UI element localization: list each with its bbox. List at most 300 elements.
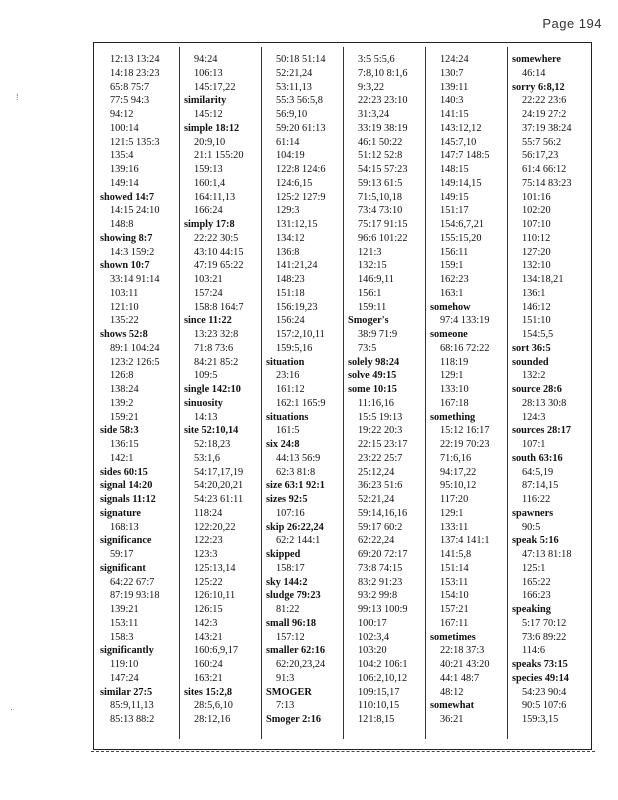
index-entry: 69:20 72:17 bbox=[358, 549, 408, 560]
index-headword: situation bbox=[266, 356, 305, 368]
index-entry: 22:15 23:17 bbox=[358, 439, 408, 450]
index-entry: 47:19 65:22 bbox=[194, 260, 244, 272]
index-entry: 52:18,23 bbox=[194, 439, 231, 450]
index-entry: 73:5 bbox=[358, 342, 377, 354]
index-entry: 136:8 bbox=[276, 246, 300, 258]
index-entry: 100:17 bbox=[358, 617, 387, 629]
index-entry: 91:3 bbox=[276, 672, 295, 684]
index-entry: 59:20 61:13 bbox=[276, 122, 326, 134]
index-entry: 5:17 70:12 bbox=[522, 617, 567, 629]
index-entry: 161:12 bbox=[276, 384, 305, 395]
index-headword: skip 26:22,24 bbox=[266, 521, 324, 533]
index-entry: 146:9,11 bbox=[358, 274, 394, 285]
index-entry: 81:22 bbox=[276, 604, 300, 615]
index-entry: 40:21 43:20 bbox=[440, 659, 490, 670]
index-entry: 64:5,19 bbox=[522, 466, 554, 478]
index-entry: 142:3 bbox=[194, 617, 218, 629]
index-headword: solve 49:15 bbox=[348, 370, 397, 382]
index-entry: 145:12 bbox=[194, 109, 223, 120]
index-entry: 59:13 61:5 bbox=[358, 177, 403, 189]
index-headword: skipped bbox=[266, 549, 301, 560]
index-entry: 15:12 16:17 bbox=[440, 425, 490, 437]
index-headword: significance bbox=[100, 535, 152, 547]
index-entry: 154:6,7,21 bbox=[440, 219, 485, 230]
index-entry: 94:12 bbox=[110, 109, 134, 120]
index-entry: 116:22 bbox=[522, 494, 551, 505]
index-entry: 135:4 bbox=[110, 150, 134, 162]
index-entry: 130:7 bbox=[440, 67, 464, 79]
index-entry: 148:23 bbox=[276, 274, 305, 285]
index-entry: 85:9,11,13 bbox=[110, 700, 154, 712]
index-headword: showed 14:7 bbox=[100, 191, 155, 203]
index-entry: 106:13 bbox=[194, 67, 223, 79]
index-entry: 147:24 bbox=[110, 672, 139, 684]
index-entry: 55:3 56:5,8 bbox=[276, 95, 323, 107]
index-entry: 22:18 37:3 bbox=[440, 645, 485, 657]
index-headword: somehow bbox=[430, 301, 471, 313]
index-entry: 149:14 bbox=[110, 177, 139, 189]
index-headword: showing 8:7 bbox=[100, 232, 153, 244]
index-entry: 139:16 bbox=[110, 164, 139, 175]
index-entry: 61:4 66:12 bbox=[522, 164, 567, 175]
index-headword: smaller 62:16 bbox=[266, 645, 326, 657]
index-entry: 7:13 bbox=[276, 700, 295, 712]
index-headword: single 142:10 bbox=[184, 384, 241, 395]
margin-mark: · bbox=[10, 704, 13, 714]
index-entry: 156:1 bbox=[358, 287, 382, 299]
index-headword: sinuosity bbox=[184, 397, 223, 409]
index-entry: 33:14 91:14 bbox=[110, 274, 160, 285]
index-entry: 141:5,8 bbox=[440, 549, 472, 560]
index-entry: 87:14,15 bbox=[522, 480, 559, 492]
index-entry: 62:3 81:8 bbox=[276, 466, 316, 478]
index-entry: 125:13,14 bbox=[194, 562, 236, 574]
index-headword: size 63:1 92:1 bbox=[266, 480, 325, 492]
index-entry: 94:24 bbox=[194, 54, 218, 65]
index-headword: signals 11:12 bbox=[100, 494, 156, 505]
index-headword: sorry 6:8,12 bbox=[512, 81, 565, 93]
index-entry: 77:5 94:3 bbox=[110, 95, 150, 107]
index-entry: 103:20 bbox=[358, 645, 387, 657]
index-entry: 146:12 bbox=[522, 301, 551, 313]
index-entry: 159:11 bbox=[358, 301, 387, 313]
index-entry: 68:16 72:22 bbox=[440, 342, 490, 354]
index-entry: 54:20,20,21 bbox=[194, 480, 244, 492]
index-entry: 104:2 106:1 bbox=[358, 659, 408, 670]
index-entry: 126:8 bbox=[110, 370, 134, 382]
index-entry: 151:10 bbox=[522, 315, 551, 327]
index-entry: 93:2 99:8 bbox=[358, 590, 398, 602]
index-headword: Smoger's bbox=[348, 315, 389, 327]
index-entry: 90:5 107:6 bbox=[522, 700, 567, 712]
index-entry: 167:18 bbox=[440, 397, 469, 409]
index-entry: 167:11 bbox=[440, 617, 469, 629]
index-entry: 140:3 bbox=[440, 95, 464, 107]
index-entry: 148:8 bbox=[110, 219, 134, 230]
index-headword: somewhat bbox=[430, 700, 475, 712]
index-entry: 73:6 89:22 bbox=[522, 631, 567, 643]
index-column-3 bbox=[262, 53, 325, 727]
index-entry: 100:14 bbox=[110, 122, 139, 134]
index-entry: 136:1 bbox=[522, 287, 546, 299]
index-headword: sometimes bbox=[430, 631, 476, 643]
index-entry: 14:18 23:23 bbox=[110, 67, 160, 79]
index-entry: 151:18 bbox=[276, 287, 305, 299]
index-entry: 148:15 bbox=[440, 164, 469, 175]
index-entry: 96:6 101:22 bbox=[358, 232, 408, 244]
index-entry: 134:12 bbox=[276, 232, 305, 244]
index-headword: simple 18:12 bbox=[184, 122, 240, 134]
index-entry: 166:23 bbox=[522, 590, 551, 602]
index-entry: 157:21 bbox=[440, 604, 469, 615]
index-entry: 159:5,16 bbox=[276, 342, 313, 354]
index-entry: 110:10,15 bbox=[358, 700, 400, 712]
index-entry: 90:5 bbox=[522, 521, 541, 533]
index-entry: 129:1 bbox=[440, 507, 464, 519]
index-entry: 107:16 bbox=[276, 507, 305, 519]
index-entry: 133:10 bbox=[440, 384, 469, 395]
index-entry: 126:10,11 bbox=[194, 590, 236, 602]
index-headword: solely 98:24 bbox=[348, 356, 400, 368]
index-entry: 125:22 bbox=[194, 576, 223, 588]
index-headword: speak 5:16 bbox=[512, 535, 559, 547]
index-entry: 141:21,24 bbox=[276, 260, 318, 272]
index-entry: 107:10 bbox=[522, 219, 551, 230]
index-entry: 54:17,17,19 bbox=[194, 466, 244, 478]
index-entry: 132:10 bbox=[522, 260, 551, 272]
index-headword: situations bbox=[266, 411, 309, 423]
index-entry: 89:1 104:24 bbox=[110, 342, 160, 354]
index-column-5 bbox=[426, 53, 489, 727]
index-headword: somewhere bbox=[512, 54, 561, 65]
index-entry: 71:8 73:6 bbox=[194, 342, 234, 354]
index-entry: 163:1 bbox=[440, 287, 464, 299]
index-entry: 11:16,16 bbox=[358, 397, 394, 409]
index-page-frame bbox=[93, 42, 592, 750]
index-entry: 87:19 93:18 bbox=[110, 590, 160, 602]
index-entry: 95:10,12 bbox=[440, 480, 477, 492]
index-entry: 19:22 20:3 bbox=[358, 425, 403, 437]
index-headword: Smoger 2:16 bbox=[266, 714, 322, 725]
index-headword: simply 17:8 bbox=[184, 219, 235, 230]
index-entry: 14:15 24:10 bbox=[110, 205, 160, 217]
index-entry: 84:21 85:2 bbox=[194, 356, 239, 368]
index-entry: 162:1 165:9 bbox=[276, 397, 326, 409]
index-entry: 129:3 bbox=[276, 205, 300, 217]
index-entry: 62:2 144:1 bbox=[276, 535, 321, 547]
index-entry: 21:1 155:20 bbox=[194, 150, 244, 162]
index-entry: 94:17,22 bbox=[440, 466, 477, 478]
index-entry: 123:3 bbox=[194, 549, 218, 560]
index-entry: 52:21,24 bbox=[276, 67, 313, 79]
index-entry: 56:9,10 bbox=[276, 109, 308, 120]
index-headword: significant bbox=[100, 562, 146, 574]
index-entry: 43:10 44:15 bbox=[194, 246, 244, 258]
index-entry: 109:5 bbox=[194, 370, 218, 382]
index-entry: 123:2 126:5 bbox=[110, 356, 160, 368]
index-entry: 33:19 38:19 bbox=[358, 122, 408, 134]
index-entry: 159:13 bbox=[194, 164, 223, 175]
index-entry: 151:14 bbox=[440, 562, 469, 574]
index-entry: 142:1 bbox=[110, 452, 134, 464]
index-entry: 151:17 bbox=[440, 205, 469, 217]
index-entry: 59:17 bbox=[110, 549, 134, 560]
index-headword: significantly bbox=[100, 645, 154, 657]
index-entry: 124:3 bbox=[522, 411, 546, 423]
index-entry: 22:22 23:6 bbox=[522, 95, 567, 107]
index-entry: 157:2,10,11 bbox=[276, 329, 325, 340]
index-entry: 56:17,23 bbox=[522, 150, 559, 162]
index-entry: 106:2,10,12 bbox=[358, 672, 408, 684]
index-entry: 28:5,6,10 bbox=[194, 700, 233, 712]
index-entry: 54:23 61:11 bbox=[194, 494, 244, 505]
index-entry: 52:21,24 bbox=[358, 494, 395, 505]
index-headword: shows 52:8 bbox=[100, 329, 148, 340]
index-entry: 139:2 bbox=[110, 397, 134, 409]
index-entry: 73:4 73:10 bbox=[358, 205, 403, 217]
index-entry: 23:22 25:7 bbox=[358, 452, 403, 464]
index-headword: similarity bbox=[184, 95, 227, 107]
index-entry: 36:23 51:6 bbox=[358, 480, 403, 492]
index-entry: 54:15 57:23 bbox=[358, 164, 408, 175]
index-entry: 107:1 bbox=[522, 439, 546, 450]
index-headword: species 49:14 bbox=[512, 672, 569, 684]
index-entry: 157:24 bbox=[194, 287, 223, 299]
index-entry: 157:12 bbox=[276, 631, 305, 643]
index-entry: 15:5 19:13 bbox=[358, 411, 403, 423]
index-entry: 50:18 51:14 bbox=[276, 54, 326, 65]
index-headword: some 10:15 bbox=[348, 384, 397, 395]
index-headword: sky 144:2 bbox=[266, 576, 308, 588]
index-entry: 154:10 bbox=[440, 590, 469, 602]
index-entry: 162:23 bbox=[440, 274, 469, 285]
index-entry: 125:2 127:9 bbox=[276, 191, 326, 203]
index-entry: 154:5,5 bbox=[522, 329, 554, 340]
index-entry: 153:11 bbox=[440, 576, 469, 588]
index-entry: 153:11 bbox=[110, 617, 139, 629]
index-entry: 119:10 bbox=[110, 659, 139, 670]
index-entry: 168:13 bbox=[110, 521, 139, 533]
index-headword: side 58:3 bbox=[100, 425, 139, 437]
page-number: Page 194 bbox=[542, 16, 602, 31]
index-entry: 101:16 bbox=[522, 191, 551, 203]
index-entry: 13:23 32:8 bbox=[194, 329, 239, 340]
index-entry: 53:11,13 bbox=[276, 81, 312, 93]
index-entry: 3:5 5:5,6 bbox=[358, 54, 395, 65]
index-entry: 28:13 30:8 bbox=[522, 397, 567, 409]
index-entry: 103:21 bbox=[194, 274, 223, 285]
index-column-4 bbox=[344, 53, 407, 727]
index-entry: 122:8 124:6 bbox=[276, 164, 326, 175]
index-entry: 165:22 bbox=[522, 576, 551, 588]
index-entry: 59:14,16,16 bbox=[358, 507, 408, 519]
index-column-1 bbox=[96, 53, 159, 727]
index-entry: 24:19 27:2 bbox=[522, 109, 567, 120]
index-entry: 164:11,13 bbox=[194, 191, 236, 203]
index-entry: 156:11 bbox=[440, 246, 469, 258]
index-entry: 51:12 52:8 bbox=[358, 150, 403, 162]
index-entry: 124:24 bbox=[440, 54, 469, 65]
index-entry: 121:3 bbox=[358, 246, 382, 258]
index-entry: 149:15 bbox=[440, 191, 469, 203]
index-entry: 31:3,24 bbox=[358, 109, 390, 120]
bottom-rule bbox=[91, 751, 595, 752]
index-entry: 71:5,10,18 bbox=[358, 191, 403, 203]
index-entry: 121:5 135:3 bbox=[110, 136, 160, 148]
index-entry: 83:2 91:23 bbox=[358, 576, 403, 588]
index-entry: 85:13 88:2 bbox=[110, 714, 155, 725]
index-entry: 138:24 bbox=[110, 384, 139, 395]
index-entry: 158:3 bbox=[110, 631, 134, 643]
index-entry: 160:6,9,17 bbox=[194, 645, 239, 657]
index-entry: 145:17,22 bbox=[194, 81, 236, 93]
index-entry: 54:23 90:4 bbox=[522, 686, 567, 698]
index-entry: 44:1 48:7 bbox=[440, 672, 480, 684]
index-entry: 132:15 bbox=[358, 260, 387, 272]
index-entry: 143:12,12 bbox=[440, 122, 482, 134]
index-entry: 161:5 bbox=[276, 425, 300, 437]
index-column-2 bbox=[180, 53, 243, 727]
index-entry: 132:2 bbox=[522, 370, 546, 382]
index-headword: sounded bbox=[512, 356, 549, 368]
index-entry: 139:11 bbox=[440, 81, 469, 93]
index-column-6 bbox=[508, 53, 571, 727]
index-entry: 110:12 bbox=[522, 232, 551, 244]
index-entry: 62:22,24 bbox=[358, 535, 395, 547]
index-headword: sides 60:15 bbox=[100, 466, 148, 478]
index-entry: 124:6,15 bbox=[276, 177, 313, 189]
index-entry: 104:19 bbox=[276, 150, 305, 162]
index-entry: 97:4 133:19 bbox=[440, 315, 490, 327]
index-headword: speaking bbox=[512, 604, 551, 615]
index-entry: 9:3,22 bbox=[358, 81, 385, 93]
index-headword: source 28:6 bbox=[512, 384, 562, 395]
index-entry: 14:3 159:2 bbox=[110, 246, 155, 258]
index-entry: 118:24 bbox=[194, 507, 223, 519]
index-headword: signal 14:20 bbox=[100, 480, 153, 492]
index-entry: 109:15,17 bbox=[358, 686, 400, 698]
index-headword: similar 27:5 bbox=[100, 686, 153, 698]
index-entry: 159:21 bbox=[110, 411, 139, 423]
index-entry: 166:24 bbox=[194, 205, 223, 217]
index-entry: 143:21 bbox=[194, 631, 223, 643]
index-entry: 46:14 bbox=[522, 67, 546, 79]
index-headword: sort 36:5 bbox=[512, 342, 551, 354]
index-entry: 59:17 60:2 bbox=[358, 521, 403, 533]
index-entry: 75:14 83:23 bbox=[522, 177, 572, 189]
index-headword: spawners bbox=[512, 507, 554, 519]
index-entry: 22:22 30:5 bbox=[194, 232, 239, 244]
margin-mark: ⁞ bbox=[16, 92, 19, 102]
index-entry: 55:7 56:2 bbox=[522, 136, 562, 148]
index-headword: site 52:10,14 bbox=[184, 425, 239, 437]
index-headword: SMOGER bbox=[266, 686, 312, 698]
index-headword: something bbox=[430, 411, 476, 423]
index-entry: 44:13 56:9 bbox=[276, 452, 321, 464]
index-headword: south 63:16 bbox=[512, 452, 563, 464]
index-headword: sites 15:2,8 bbox=[184, 686, 233, 698]
index-entry: 160:24 bbox=[194, 659, 223, 670]
index-entry: 127:20 bbox=[522, 246, 551, 258]
index-entry: 136:15 bbox=[110, 439, 139, 450]
index-headword: shown 10:7 bbox=[100, 260, 150, 272]
index-entry: 22:23 23:10 bbox=[358, 95, 408, 107]
index-entry: 133:11 bbox=[440, 521, 469, 533]
index-entry: 65:8 75:7 bbox=[110, 81, 150, 93]
index-entry: 131:12,15 bbox=[276, 219, 318, 230]
index-entry: 48:12 bbox=[440, 686, 464, 698]
index-entry: 22:19 70:23 bbox=[440, 439, 490, 450]
index-entry: 102:3,4 bbox=[358, 631, 390, 643]
index-entry: 129:1 bbox=[440, 370, 464, 382]
index-entry: 125:1 bbox=[522, 562, 546, 574]
index-entry: 139:21 bbox=[110, 604, 139, 615]
index-entry: 118:19 bbox=[440, 356, 469, 368]
index-entry: 145:7,10 bbox=[440, 136, 477, 148]
index-entry: 141:15 bbox=[440, 109, 469, 120]
index-entry: 46:1 50:22 bbox=[358, 136, 403, 148]
index-entry: 53:1,6 bbox=[194, 452, 221, 464]
index-headword: six 24:8 bbox=[266, 439, 300, 450]
index-entry: 64:22 67:7 bbox=[110, 576, 155, 588]
index-entry: 12:13 13:24 bbox=[110, 54, 160, 65]
index-entry: 37:19 38:24 bbox=[522, 122, 572, 134]
index-entry: 137:4 141:1 bbox=[440, 535, 490, 547]
index-entry: 20:9,10 bbox=[194, 136, 226, 148]
index-entry: 61:14 bbox=[276, 136, 300, 148]
index-entry: 122:20,22 bbox=[194, 521, 236, 533]
index-entry: 134:18,21 bbox=[522, 274, 564, 285]
index-entry: 121:10 bbox=[110, 301, 139, 313]
index-headword: since 11:22 bbox=[184, 315, 232, 327]
index-entry: 156:24 bbox=[276, 315, 305, 327]
index-entry: 103:11 bbox=[110, 287, 139, 299]
index-entry: 102:20 bbox=[522, 205, 551, 217]
index-headword: signature bbox=[100, 507, 142, 519]
index-headword: sizes 92:5 bbox=[266, 494, 308, 505]
index-entry: 71:6,16 bbox=[440, 452, 472, 464]
index-entry: 159:1 bbox=[440, 260, 464, 272]
index-entry: 149:14,15 bbox=[440, 177, 482, 189]
index-entry: 163:21 bbox=[194, 672, 223, 684]
index-headword: speaks 73:15 bbox=[512, 659, 568, 670]
index-entry: 23:16 bbox=[276, 370, 300, 382]
index-entry: 47:13 81:18 bbox=[522, 549, 572, 560]
index-entry: 38:9 71:9 bbox=[358, 329, 398, 340]
index-headword: small 96:18 bbox=[266, 617, 317, 629]
index-entry: 28:12,16 bbox=[194, 714, 231, 725]
index-entry: 73:8 74:15 bbox=[358, 562, 403, 574]
index-headword: someone bbox=[430, 329, 468, 340]
index-entry: 155:15,20 bbox=[440, 232, 482, 244]
index-entry: 75:17 91:15 bbox=[358, 219, 408, 230]
index-entry: 25:12,24 bbox=[358, 466, 395, 478]
index-entry: 14:13 bbox=[194, 411, 218, 423]
index-entry: 121:8,15 bbox=[358, 714, 395, 725]
index-entry: 99:13 100:9 bbox=[358, 604, 408, 615]
index-entry: 122:23 bbox=[194, 535, 223, 547]
index-headword: sludge 79:23 bbox=[266, 590, 321, 602]
index-entry: 7:8,10 8:1,6 bbox=[358, 67, 408, 79]
index-entry: 156:19,23 bbox=[276, 301, 318, 313]
index-entry: 117:20 bbox=[440, 494, 469, 505]
index-entry: 159:3,15 bbox=[522, 714, 559, 725]
index-entry: 62:20,23,24 bbox=[276, 659, 326, 670]
index-entry: 158:8 164:7 bbox=[194, 301, 244, 313]
index-entry: 160:1,4 bbox=[194, 177, 226, 189]
index-entry: 158:17 bbox=[276, 562, 305, 574]
index-entry: 126:15 bbox=[194, 604, 223, 615]
